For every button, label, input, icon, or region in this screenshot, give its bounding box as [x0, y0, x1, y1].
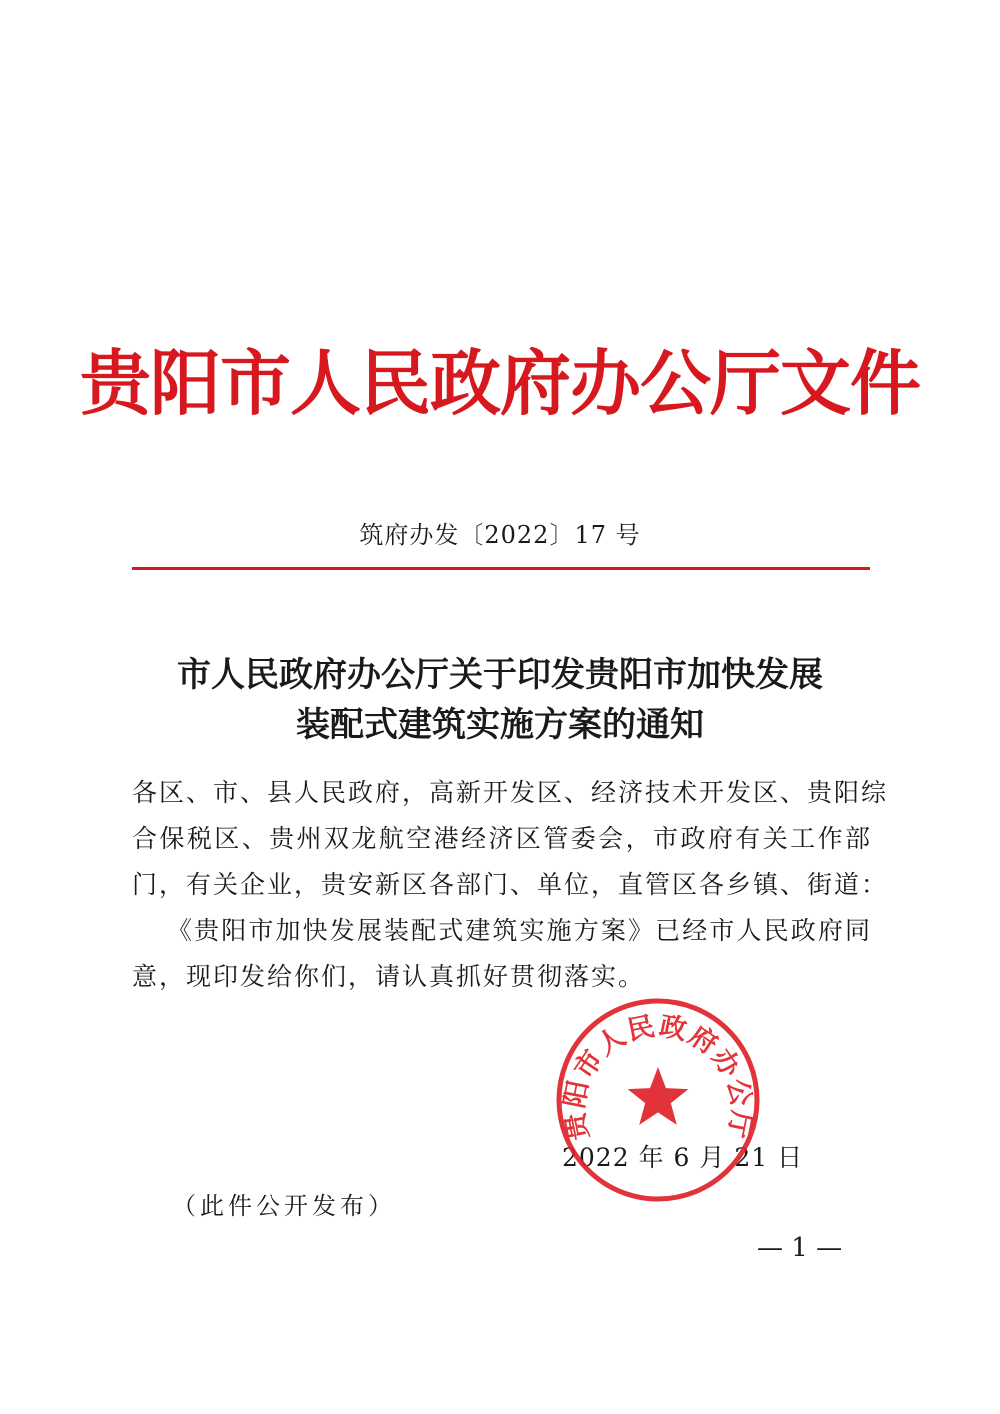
addressee-line: 合保税区、贵州双龙航空港经济区管委会，市政府有关工作部: [132, 824, 872, 853]
paragraph-line: 意，现印发给你们，请认真抓好贯彻落实。: [132, 962, 646, 991]
official-seal: [553, 995, 763, 1205]
star-icon: [628, 1067, 689, 1125]
document-body: [132, 770, 889, 1000]
title-line-2: 装配式建筑实施方案的通知: [296, 705, 704, 745]
publication-note: （此件公开发布）: [172, 1192, 396, 1220]
issue-date: 2022 年 6 月 21 日: [562, 1143, 804, 1172]
paragraph-line: 《贵阳市加快发展装配式建筑实施方案》已经市人民政府同: [167, 916, 872, 945]
document-masthead: 贵阳市人民政府办公厅文件: [79, 341, 920, 425]
title-line-1: 市人民政府办公厅关于印发贵阳市加快发展: [177, 655, 823, 695]
seal-text: 贵阳市人民政府办公厅: [559, 1010, 757, 1143]
page-number: — 1 —: [757, 1233, 843, 1263]
addressee-line: 各区、市、县人民政府，高新开发区、经济技术开发区、贵阳综: [132, 778, 889, 807]
red-separator-line: [132, 567, 870, 570]
document-number: 筑府办发〔2022〕17 号: [359, 521, 641, 549]
document-title: [0, 650, 1000, 750]
addressee-line: 门，有关企业，贵安新区各部门、单位，直管区各乡镇、街道：: [132, 870, 889, 899]
